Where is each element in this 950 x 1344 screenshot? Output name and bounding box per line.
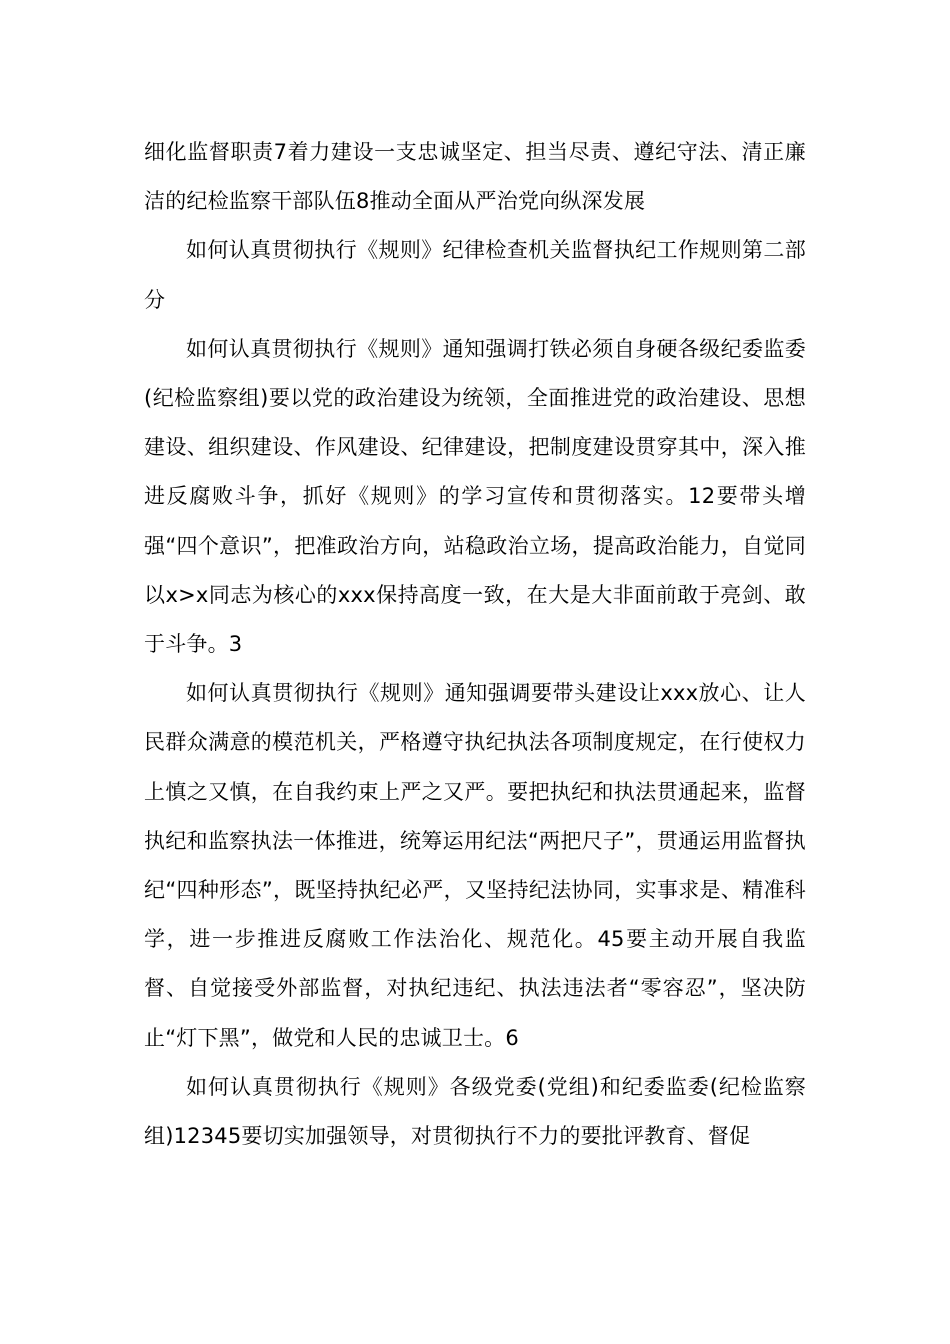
document-body — [144, 128, 806, 1161]
paragraph-2: 如何认真贯彻执行《规则》纪律检查机关监督执纪工作规则第二部分 — [144, 238, 806, 312]
paragraph-3: 如何认真贯彻执行《规则》通知强调打铁必须自身硬各级纪委监委(纪检监察组)要以党的政治建设为统领，全面推进党的政治建设、思想建设、组织建设、作风建设、纪律建设，把制度建设贯穿其中，深入推进反腐败斗争，抓好《规则》的学习宣传和贯彻落实。12要带头增强“四个意识”，把准政治方向，站稳政治立场，提高政治能力，自觉同以x>x同志为核心的xxx保持高度一致，在大是大非面前敢于亮剑、敢于斗争。3 — [144, 336, 806, 657]
paragraph-1: 细化监督职责7着力建设一支忠诚坚定、担当尽责、遵纪守法、清正廉洁的纪检监察干部队伍8推动全面从严治党向纵深发展 — [144, 140, 806, 214]
paragraph-5: 如何认真贯彻执行《规则》各级党委(党组)和纪委监委(纪检监察组)12345要切实加强领导，对贯彻执行不力的要批评教育、督促 — [144, 1074, 806, 1149]
paragraph-4: 如何认真贯彻执行《规则》通知强调要带头建设让xxx放心、让人民群众满意的模范机关，严格遵守执纪执法各项制度规定，在行使权力上慎之又慎，在自我约束上严之又严。要把执纪和执法贯通起来，监督执纪和监察执法一体推进，统筹运用纪法“两把尺子”，贯通运用监督执纪“四种形态”，既坚持执纪必严，又坚持纪法协同，实事求是、精准科学，进一步推进反腐败工作法治化、规范化。45要主动开展自我监督、自觉接受外部监督，对执纪违纪、执法违法者“零容忍”，坚决防止“灯下黑”，做党和人民的忠诚卫士。6 — [144, 681, 806, 1050]
